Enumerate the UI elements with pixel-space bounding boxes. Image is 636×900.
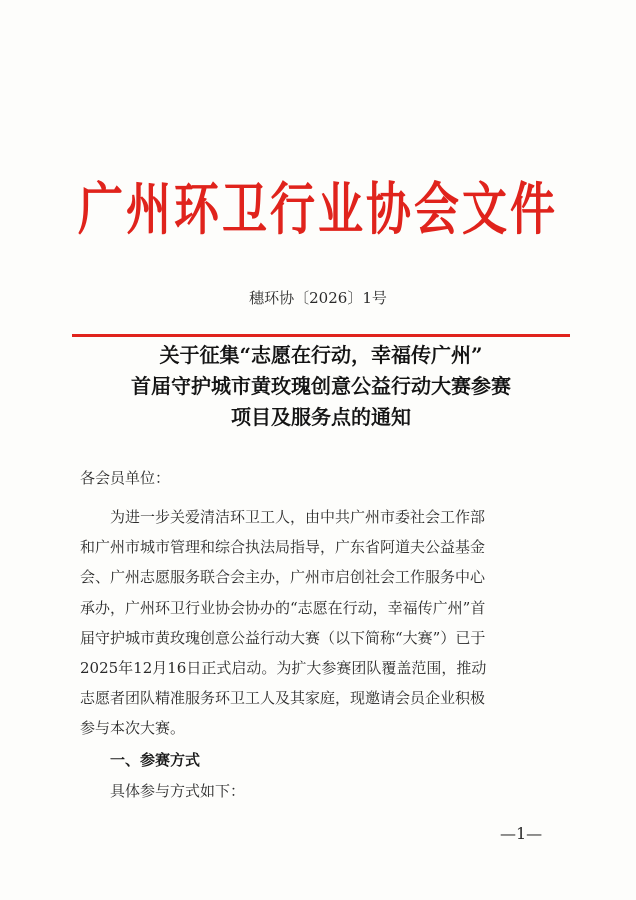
page-number: —1— bbox=[500, 824, 543, 843]
body-line: 届守护城市黄玫瑰创意公益行动大赛（以下简称“大赛”）已于 bbox=[80, 628, 486, 647]
section-text: 具体参与方式如下： bbox=[110, 782, 246, 800]
body-line: 参与本次大赛。 bbox=[80, 719, 186, 738]
red-divider-line bbox=[72, 334, 570, 337]
body-line: 承办，广州环卫行业协会协办的“志愿在行动，幸福传广州”首 bbox=[80, 598, 486, 617]
salutation: 各会员单位： bbox=[80, 469, 171, 487]
notice-title-line: 首届守护城市黄玫瑰创意公益行动大赛参赛 bbox=[131, 374, 511, 398]
document-number: 穗环协〔2026〕1号 bbox=[249, 289, 387, 307]
document-masthead: 广州环卫行业协会文件 bbox=[77, 175, 558, 242]
body-line: 2025年12月16日正式启动。为扩大参赛团队覆盖范围，推动 bbox=[80, 659, 487, 678]
section-heading: 一、参赛方式 bbox=[110, 751, 201, 769]
body-line: 会、广州志愿服务联合会主办，广州市启创社会工作服务中心 bbox=[80, 568, 486, 587]
notice-title bbox=[72, 340, 570, 433]
body-line: 为进一步关爱清洁环卫工人，由中共广州市委社会工作部 bbox=[110, 508, 486, 526]
notice-title-line: 项目及服务点的通知 bbox=[231, 405, 411, 429]
body-line: 和广州市城市管理和综合执法局指导，广东省阿道夫公益基金 bbox=[80, 538, 486, 557]
notice-title-line: 关于征集“志愿在行动，幸福传广州” bbox=[159, 343, 483, 367]
body-paragraph bbox=[80, 502, 560, 744]
body-line: 志愿者团队精准服务环卫工人及其家庭，现邀请会员企业积极 bbox=[80, 689, 486, 708]
